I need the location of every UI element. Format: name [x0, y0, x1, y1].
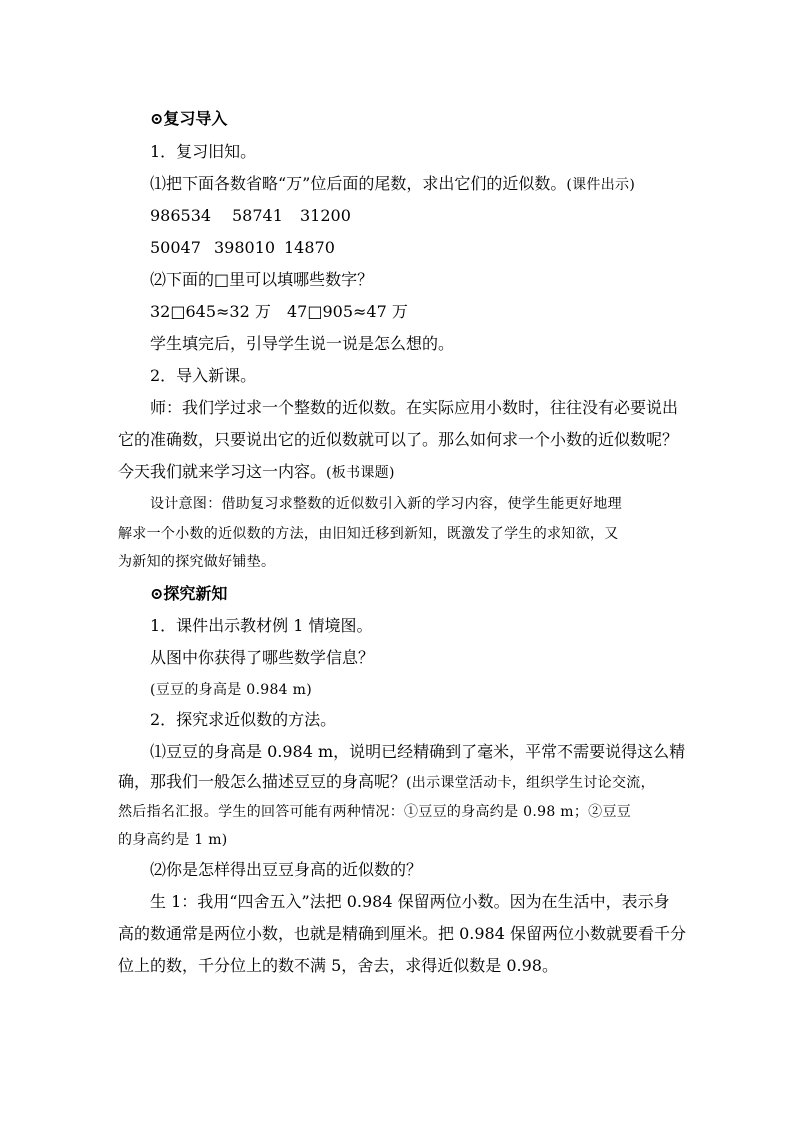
number-item: 50047 — [150, 238, 201, 257]
part-2-question: ⑵你是怎样得出豆豆身高的近似数的？ — [150, 860, 423, 879]
explore-item-2: 2．探究求近似数的方法。 — [150, 710, 337, 729]
number-item: 31200 — [300, 206, 351, 225]
review-item-1: 1．复习旧知。 — [150, 142, 257, 161]
question-2-expressions — [150, 302, 408, 322]
section-heading-explore: ⊙探究新知 — [150, 584, 228, 603]
review-item-2: 2．导入新课。 — [150, 366, 257, 385]
part-1-line-2 — [118, 772, 655, 793]
part-1-line-4: 的身高约是 1 m) — [118, 832, 228, 848]
number-item: 986534 — [150, 206, 212, 225]
number-item: 398010 — [214, 238, 276, 257]
part-1-line-1: ⑴豆豆的身高是 0.984 m，说明已经精确到了毫米，平常不需要说得这么精 — [150, 742, 686, 761]
student-1-line-1: 生 1：我用“四舍五入”法把 0.984 保留两位小数。因为在生活中，表示身 — [150, 892, 670, 911]
student-1-line-3: 位上的数，千分位上的数不满 5，舍去，求得近似数是 0.98。 — [118, 956, 558, 975]
expression-2: 47□905≈47 万 — [287, 302, 408, 321]
explore-answer: (豆豆的身高是 0.984 m) — [150, 682, 312, 698]
explore-item-1: 1．课件出示教材例 1 情境图。 — [150, 616, 373, 635]
teacher-para-line-3 — [118, 462, 395, 483]
guide-text: 学生填完后，引导学生说一说是怎么想的。 — [150, 334, 455, 353]
part-1-note: (出示课堂活动卡，组织学生讨论交流， — [406, 775, 655, 791]
student-1-line-2: 高的数通常是两位小数，也就是精确到厘米。把 0.984 保留两位小数就要看千分 — [118, 924, 686, 943]
section-heading-review: ⊙复习导入 — [150, 109, 228, 128]
teacher-para-note: (板书课题) — [326, 465, 395, 481]
expression-1: 32□645≈32 万 — [150, 302, 271, 321]
teacher-para-text: 今天我们就来学习这一内容。 — [118, 462, 327, 481]
design-intent-line-2: 解求一个小数的近似数的方法，由旧知迁移到新知，既激发了学生的求知欲，又 — [118, 526, 619, 542]
question-1 — [150, 174, 635, 195]
question-1-text: ⑴把下面各数省略“万”位后面的尾数，求出它们的近似数。 — [150, 174, 567, 193]
number-item: 58741 — [232, 206, 283, 225]
number-item: 14870 — [284, 238, 335, 257]
design-intent-line-1: 设计意图：借助复习求整数的近似数引入新的学习内容，使学生能更好地理 — [150, 496, 622, 512]
part-1-question: 确，那我们一般怎么描述豆豆的身高呢？ — [118, 772, 407, 791]
explore-question: 从图中你获得了哪些数学信息？ — [150, 648, 375, 667]
question-2: ⑵下面的□里可以填哪些数字？ — [150, 270, 374, 289]
part-1-line-3: 然后指名汇报。学生的回答可能有两种情况：①豆豆的身高约是 0.98 m；②豆豆 — [118, 804, 632, 820]
design-intent-line-3: 为新知的探究做好铺垫。 — [118, 554, 276, 570]
numbers-row-1 — [150, 206, 351, 226]
numbers-row-2 — [150, 238, 335, 258]
teacher-para-line-2: 它的准确数，只要说出它的近似数就可以了。那么如何求一个小数的近似数呢？ — [118, 430, 679, 449]
teacher-para-line-1: 师：我们学过求一个整数的近似数。在实际应用小数时，往往没有必要说出 — [150, 398, 679, 417]
question-1-note: (课件出示) — [566, 177, 636, 193]
